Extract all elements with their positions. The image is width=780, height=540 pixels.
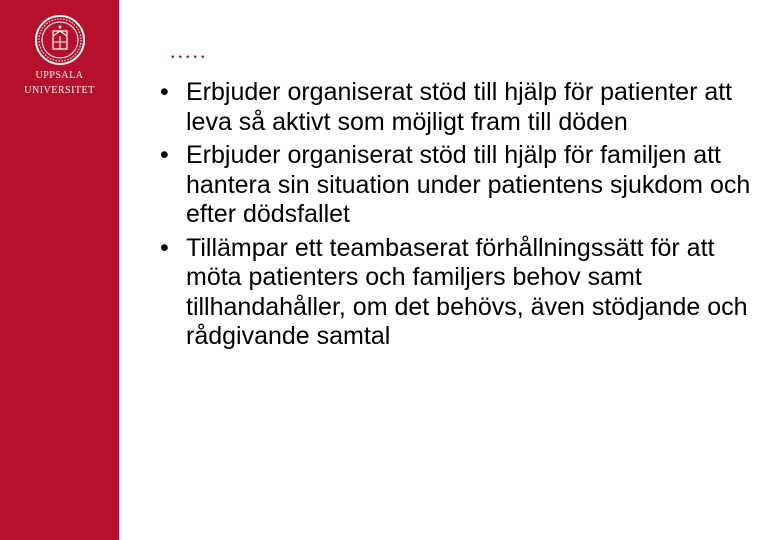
bullet-text: Erbjuder organiserat stöd till hjälp för patienter att leva så aktivt som möjligt fram till döden bbox=[186, 78, 733, 136]
bullet-item bbox=[160, 78, 760, 137]
bullet-list bbox=[160, 78, 760, 356]
bullet-item bbox=[160, 234, 760, 352]
logo-line-universitet: UNIVERSITET bbox=[24, 85, 95, 96]
bullet-marker: • bbox=[160, 233, 169, 262]
bullet-marker: • bbox=[160, 141, 169, 169]
bullet-text: Erbjuder organiserat stöd till hjälp för familjen att hantera sin situation under patientens sjukdom och efter dödsfallet bbox=[186, 141, 751, 228]
university-sidebar bbox=[0, 0, 119, 540]
university-seal-icon bbox=[34, 14, 86, 66]
slide-title: ..... bbox=[170, 38, 208, 63]
bullet-item bbox=[160, 141, 760, 230]
bullet-text: Tillämpar ett teambaserat förhållningssätt för att möta patienters och familjers behov samt tillhandahåller, om det behövs, även stödjande och rådgivande samtal bbox=[186, 233, 748, 350]
logo-line-uppsala: UPPSALA bbox=[35, 70, 84, 81]
bullet-marker: • bbox=[160, 78, 169, 106]
